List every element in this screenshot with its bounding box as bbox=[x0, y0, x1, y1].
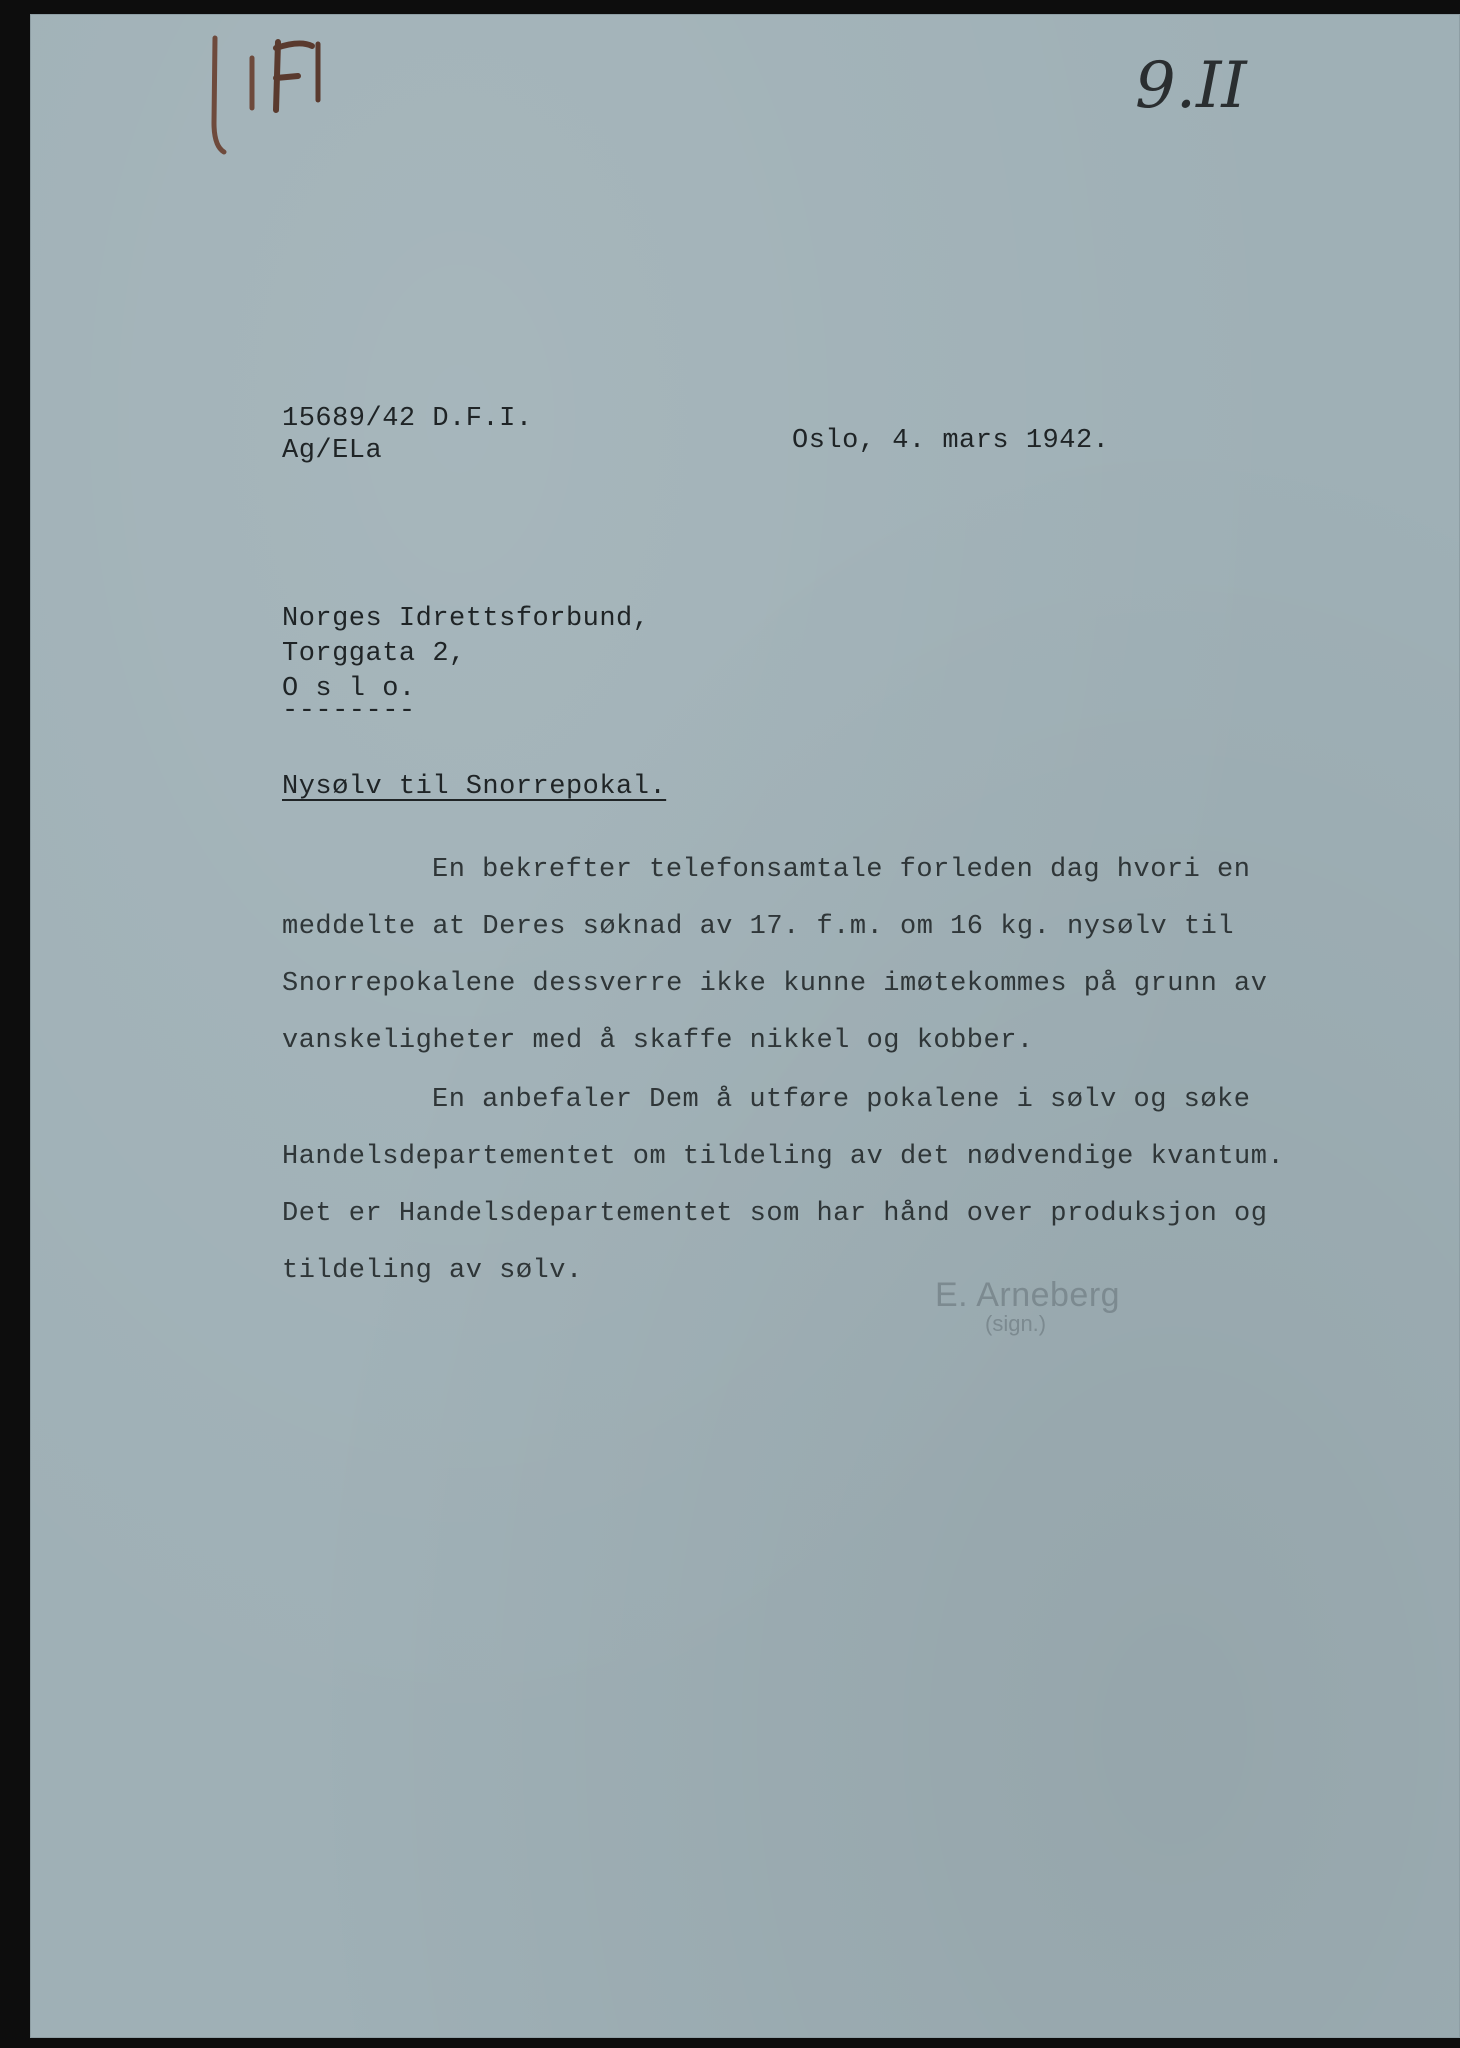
body-paragraph bbox=[282, 842, 1267, 1070]
paragraph-line: vanskeligheter med å skaffe nikkel og kobber. bbox=[282, 1026, 1034, 1056]
handwritten-bracket-mark bbox=[190, 28, 350, 168]
signature-stamp bbox=[935, 1276, 1120, 1337]
handwritten-page-number: 9.II bbox=[1135, 49, 1247, 123]
paragraph-line: En anbefaler Dem å utføre pokalene i sølv og søke bbox=[432, 1085, 1251, 1115]
body-paragraph bbox=[282, 1072, 1284, 1300]
recipient-address bbox=[282, 602, 649, 707]
reference-initials: Ag/ELa bbox=[282, 436, 383, 466]
recipient-underline: -------- bbox=[282, 696, 416, 726]
reference-number: 15689/42 D.F.I. bbox=[282, 404, 533, 434]
paragraph-line: tildeling av sølv. bbox=[282, 1256, 583, 1286]
recipient-line: O s l o. bbox=[282, 674, 416, 704]
letter-page bbox=[30, 14, 1460, 2038]
paragraph-line: Det er Handelsdepartementet som har hånd over produksjon og bbox=[282, 1199, 1268, 1229]
paragraph-line: En bekrefter telefonsamtale forleden dag hvori en bbox=[432, 855, 1251, 885]
paragraph-line: Snorrepokalene dessverre ikke kunne imøtekommes på grunn av bbox=[282, 969, 1268, 999]
recipient-line: Norges Idrettsforbund, bbox=[282, 604, 650, 634]
subject-line: Nysølv til Snorrepokal. bbox=[282, 772, 667, 802]
paragraph-line: Handelsdepartementet om tildeling av det nødvendige kvantum. bbox=[282, 1142, 1285, 1172]
date-line: Oslo, 4. mars 1942. bbox=[792, 426, 1110, 456]
signature-note: (sign.) bbox=[985, 1311, 1047, 1336]
signature-name: E. Arneberg bbox=[935, 1276, 1121, 1314]
paragraph-line: meddelte at Deres søknad av 17. f.m. om 16 kg. nysølv til bbox=[282, 912, 1235, 942]
recipient-line: Torggata 2, bbox=[282, 639, 466, 669]
